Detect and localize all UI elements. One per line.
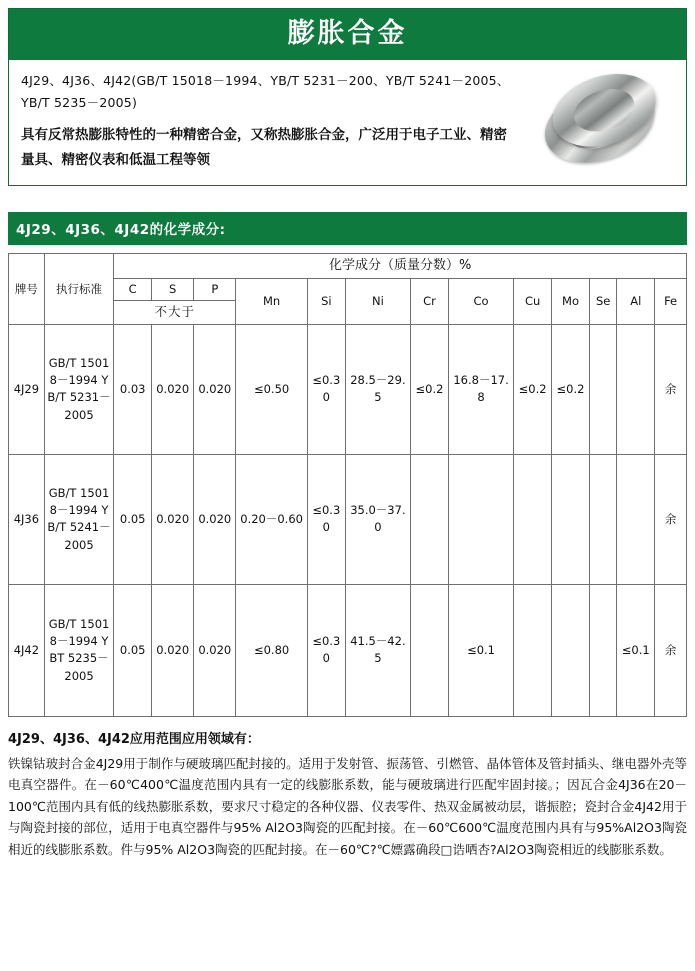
- application-title: 4J29、4J36、4J42应用范围应用领域有：: [8, 731, 260, 747]
- cell-ni: 28.5－29.5: [345, 324, 410, 454]
- cell-c: 0.05: [114, 454, 152, 584]
- section-heading: 4J29、4J36、4J42的化学成分:: [8, 212, 687, 245]
- header-grade: 牌号: [9, 254, 45, 325]
- cell-fe: 余: [655, 454, 687, 584]
- cell-ni: 35.0－37.0: [345, 454, 410, 584]
- cell-s: 0.020: [152, 324, 194, 454]
- cell-cr: [411, 454, 449, 584]
- header-mo: Mo: [552, 278, 590, 324]
- header-c: C: [114, 278, 152, 300]
- cell-s: 0.020: [152, 454, 194, 584]
- cell-c: 0.03: [114, 324, 152, 454]
- cell-p: 0.020: [194, 454, 236, 584]
- header-se: Se: [589, 278, 616, 324]
- table-row: [9, 324, 687, 454]
- composition-table: [8, 253, 687, 717]
- cell-grade: 4J36: [9, 454, 45, 584]
- cell-si: ≤0.30: [307, 454, 345, 584]
- header-s: S: [152, 278, 194, 300]
- cell-al: [617, 324, 655, 454]
- cell-cr: [411, 584, 449, 716]
- cell-mn: 0.20－0.60: [236, 454, 308, 584]
- header-standard: 执行标准: [44, 254, 113, 325]
- header-ni: Ni: [345, 278, 410, 324]
- cell-ni: 41.5－42.5: [345, 584, 410, 716]
- header-cu: Cu: [514, 278, 552, 324]
- header-chem-group: 化学成分（质量分数）%: [114, 254, 687, 279]
- header-al: Al: [617, 278, 655, 324]
- cell-fe: 余: [655, 584, 687, 716]
- application-body: 铁镍钴玻封合金4J29用于制作与硬玻璃匹配封接的。适用于发射管、振荡管、引燃管、晶体管体及管封插头、继电器外壳等电真空器件。在－60℃400℃温度范围内具有一定的线膨胀系数，能与硬玻璃进行匹配牢固封接。；因瓦合金4J36在20－100℃范围内具有低的线热膨胀系数，要求尺寸稳定的各种仪器、仪表零件、热双金属被动层，谐振腔；瓷封合金4J42用于与陶瓷封接的部位，适用于电真空器件与95% Al2O3陶瓷的匹配封接。在－60℃600℃温度范围内具有与95%Al2O3陶瓷相近的线膨胀系数。件与95% Al2O3陶瓷的匹配封接。在－60℃?℃嫖露确段□诰哂杏?Al2O3陶瓷相近的线膨胀系数。: [8, 755, 687, 857]
- cell-cr: ≤0.2: [411, 324, 449, 454]
- hero-description: 具有反常热膨胀特性的一种精密合金，又称热膨胀合金，广泛用于电子工业、精密量具、精密仪表和低温工程等领: [21, 127, 507, 169]
- cell-standard: GB/T 15018－1994 YB/T 5231－2005: [44, 324, 113, 454]
- cell-al: ≤0.1: [617, 584, 655, 716]
- hero-text: [21, 70, 516, 174]
- cell-se: [589, 324, 616, 454]
- header-si: Si: [307, 278, 345, 324]
- cell-co: [448, 454, 513, 584]
- page-title: 膨胀合金: [9, 9, 686, 60]
- cell-mo: [552, 584, 590, 716]
- header-p: P: [194, 278, 236, 300]
- cell-co: ≤0.1: [448, 584, 513, 716]
- cell-si: ≤0.30: [307, 324, 345, 454]
- cell-al: [617, 454, 655, 584]
- cell-grade: 4J29: [9, 324, 45, 454]
- composition-table-wrapper: [8, 253, 687, 717]
- hero-body: [9, 60, 686, 186]
- bearing-illustration: [526, 70, 674, 170]
- cell-se: [589, 454, 616, 584]
- cell-s: 0.020: [152, 584, 194, 716]
- header-not-greater-than: 不大于: [114, 301, 236, 325]
- cell-cu: [514, 454, 552, 584]
- cell-grade: 4J42: [9, 584, 45, 716]
- cell-c: 0.05: [114, 584, 152, 716]
- cell-mn: ≤0.50: [236, 324, 308, 454]
- cell-p: 0.020: [194, 584, 236, 716]
- header-cr: Cr: [411, 278, 449, 324]
- header-co: Co: [448, 278, 513, 324]
- cell-fe: 余: [655, 324, 687, 454]
- standards-line: 4J29、4J36、4J42(GB/T 15018－1994、YB/T 5231－200、YB/T 5241－2005、YB/T 5235－2005): [21, 72, 510, 110]
- document-page: [0, 8, 695, 860]
- cell-mn: ≤0.80: [236, 584, 308, 716]
- cell-standard: GB/T 15018－1994 YBT 5235－2005: [44, 584, 113, 716]
- application-section: [8, 729, 687, 861]
- table-row: [9, 584, 687, 716]
- product-image: [526, 70, 674, 170]
- cell-p: 0.020: [194, 324, 236, 454]
- table-header-row-1: [9, 254, 687, 279]
- hero-card: [8, 8, 687, 186]
- cell-standard: GB/T 15018－1994 YB/T 5241－2005: [44, 454, 113, 584]
- cell-cu: [514, 584, 552, 716]
- cell-cu: ≤0.2: [514, 324, 552, 454]
- cell-se: [589, 584, 616, 716]
- cell-mo: ≤0.2: [552, 324, 590, 454]
- cell-si: ≤0.30: [307, 584, 345, 716]
- table-row: [9, 454, 687, 584]
- header-mn: Mn: [236, 278, 308, 324]
- header-fe: Fe: [655, 278, 687, 324]
- cell-co: 16.8－17.8: [448, 324, 513, 454]
- cell-mo: [552, 454, 590, 584]
